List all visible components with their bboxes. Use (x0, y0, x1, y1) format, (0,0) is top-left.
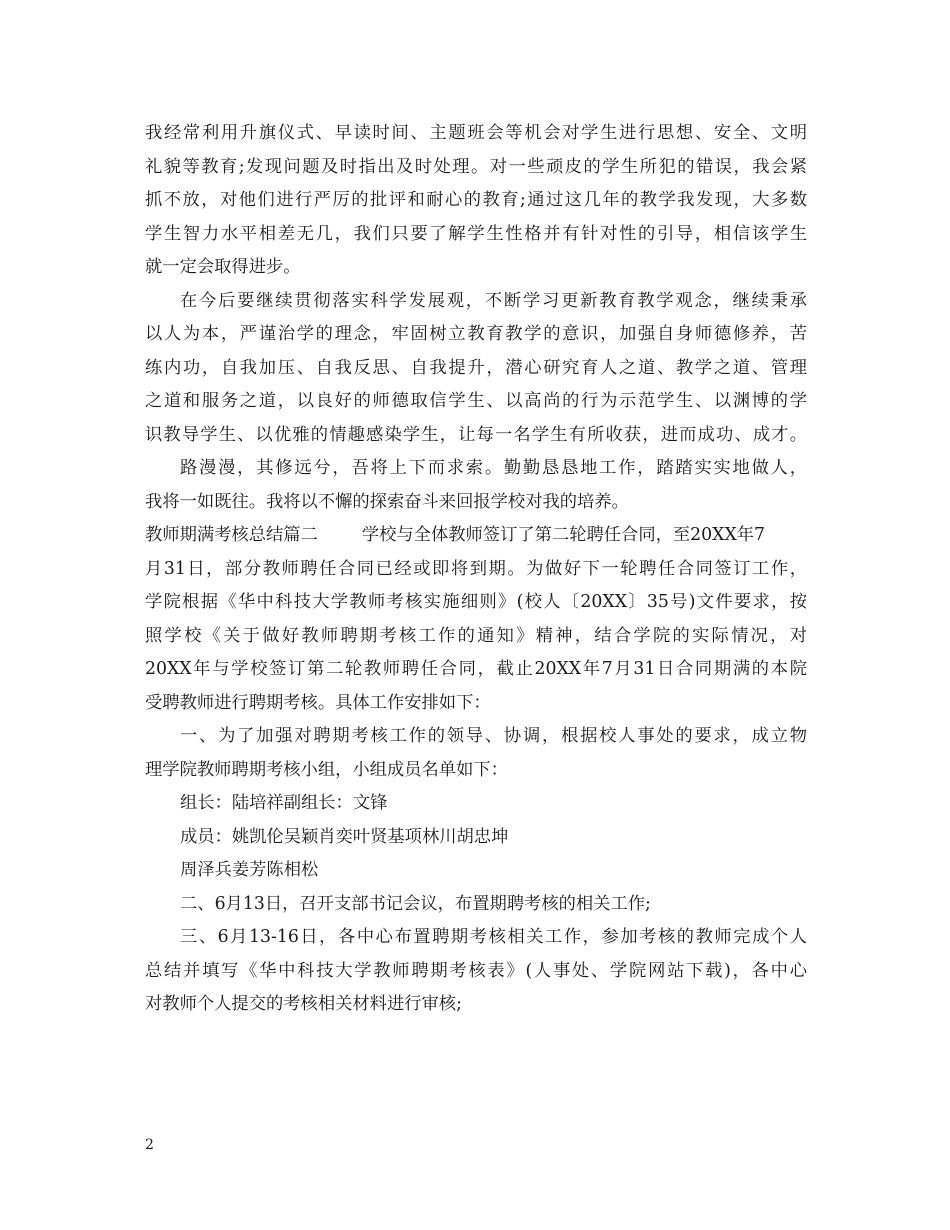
text-line: 以人为本，严谨治学的理念，牢固树立教育教学的意识，加强自身师德修养，苦 (145, 324, 807, 344)
text-line: 我将一如既往。我将以不懈的探索奋斗来回报学校对我的培养。 (145, 491, 629, 512)
text-line: 成员：姚凯伦吴颖肖奕叶贤基项林川胡忠坤 (180, 826, 509, 847)
section-heading: 教师期满考核总结篇二 (145, 525, 318, 545)
text-line: 路漫漫，其修远兮，吾将上下而求索。勤勤恳恳地工作，踏踏实实地做人， (180, 458, 807, 478)
text-line: 月31日，部分教师聘任合同已经或即将到期。为做好下一轮聘任合同签订工作， (145, 558, 807, 579)
text-line: 在今后要继续贯彻落实科学发展观，不断学习更新教育教学观念，继续秉承 (180, 290, 807, 311)
text-line: 识教导学生、以优雅的情趣感染学生，让每一名学生有所收获，进而成功、成才。 (145, 424, 807, 445)
text-line: 学校与全体教师签订了第二轮聘任合同，至20XX年7 (361, 525, 766, 545)
text-line: 二、6月13日，召开支部书记会议，布置期聘考核的相关工作; (180, 893, 651, 914)
page-number: 2 (145, 1137, 154, 1153)
text-line: 组长：陆培祥副组长：文锋 (180, 793, 388, 813)
text-line: 三、6月13-16日，各中心布置聘期考核相关工作，参加考核的教师完成个人 (180, 927, 807, 947)
text-line: 礼貌等教育;发现问题及时指出及时处理。对一些顽皮的学生所犯的错误，我会紧 (145, 156, 807, 177)
text-line: 20XX年与学校签订第二轮教师聘任合同，截止20XX年7月31日合同期满的本院 (145, 659, 807, 679)
text-line: 抓不放，对他们进行严厉的批评和耐心的教育;通过这几年的教学我发现，大多数 (145, 190, 807, 210)
text-line: 练内功，自我加压、自我反思、自我提升，潜心研究育人之道、教学之道、管理 (145, 357, 807, 378)
text-line: 受聘教师进行聘期考核。具体工作安排如下： (145, 692, 491, 713)
document-body (145, 117, 807, 1022)
text-line: 总结并填写《华中科技大学教师聘期考核表》(人事处、学院网站下载)，各中心 (145, 960, 807, 981)
text-line: 学生智力水平相差无几，我们只要了解学生性格并有针对性的引导，相信该学生 (145, 223, 807, 244)
section-heading-line (145, 519, 807, 553)
text-line: 我经常利用升旗仪式、早读时间、主题班会等机会对学生进行思想、安全、文明 (145, 123, 807, 143)
text-line: 就一定会取得进步。 (145, 257, 301, 277)
text-line: 对教师个人提交的考核相关材料进行审核; (145, 994, 462, 1014)
text-line: 之道和服务之道，以良好的师德取信学生、以高尚的行为示范学生、以渊博的学 (145, 391, 807, 411)
text-line: 照学校《关于做好教师聘期考核工作的通知》精神，结合学院的实际情况，对 (145, 625, 807, 646)
text-line: 理学院教师聘期考核小组，小组成员名单如下： (145, 759, 508, 780)
text-line: 周泽兵姜芳陈相松 (180, 860, 319, 880)
text-line: 学院根据《华中科技大学教师考核实施细则》(校人〔20XX〕35号)文件要求，按 (145, 592, 807, 612)
text-line: 一、为了加强对聘期考核工作的领导、协调，根据校人事处的要求，成立物 (180, 726, 807, 746)
